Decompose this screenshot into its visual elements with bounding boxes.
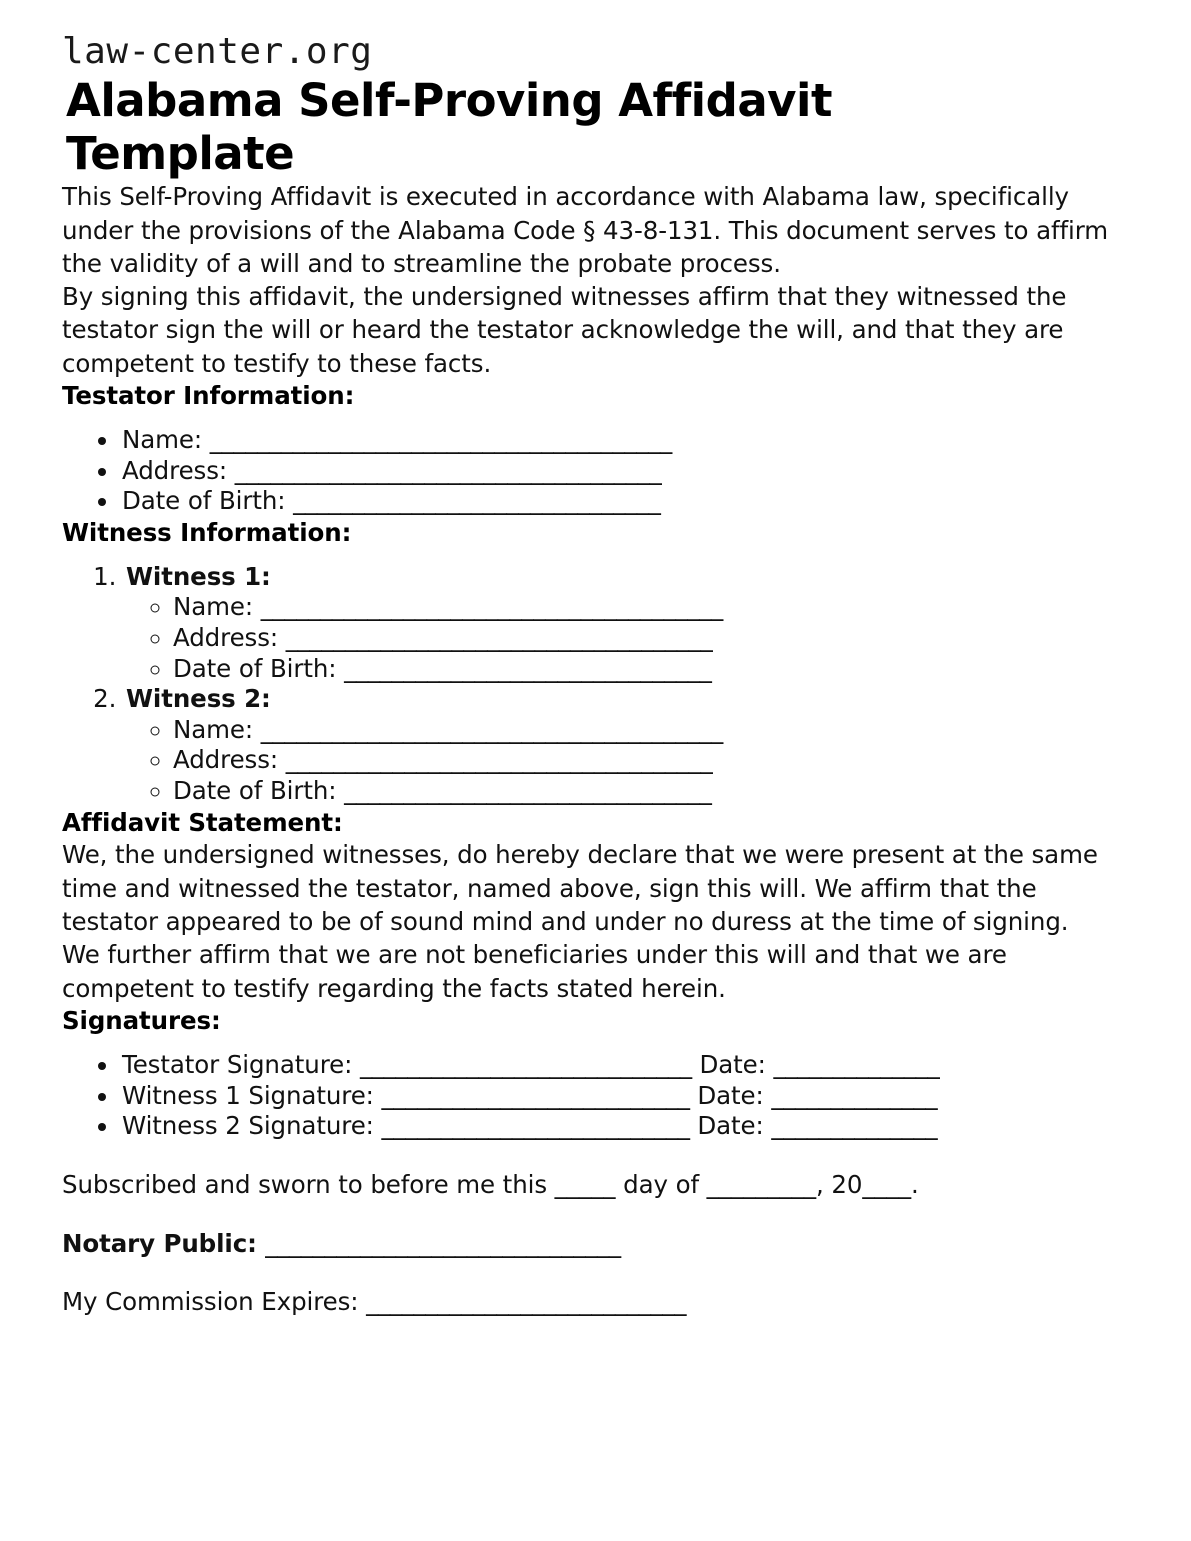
list-item [173, 715, 1128, 746]
affidavit-paragraph-1: We, the undersigned witnesses, do hereby declare that we were present at the same time and witnessed the testator, named above, sign this will. We affirm that the testator appeared to be of sound mind and under no duress at the time of signing. [62, 840, 1098, 937]
site-name: law-center.org [62, 31, 373, 72]
testator-dob-blank[interactable]: _______________________________ [293, 486, 661, 516]
witness-1-label: Witness 1: [126, 561, 271, 591]
testator-date-label: Date: [691, 1049, 774, 1079]
list-item [173, 592, 1128, 623]
testator-fields-list [62, 425, 1128, 517]
list-item [173, 745, 1128, 776]
list-item [173, 654, 1128, 685]
testator-date-blank[interactable]: ______________ [773, 1049, 940, 1079]
witness-2-date-blank[interactable]: ______________ [771, 1111, 938, 1141]
witness-1-dob-blank[interactable]: _______________________________ [344, 653, 712, 683]
witness-2-signature-blank[interactable]: __________________________ [381, 1111, 690, 1141]
testator-address-blank[interactable]: ____________________________________ [234, 455, 662, 485]
list-item [173, 623, 1128, 654]
affidavit-statement-heading: Affidavit Statement: [62, 807, 343, 837]
list-item [120, 1050, 1128, 1081]
witness-2-date-label: Date: [689, 1111, 772, 1141]
witness-1-address-blank[interactable]: ____________________________________ [285, 622, 713, 652]
list-item [120, 425, 1128, 456]
page-title: Alabama Self-Proving Affidavit Template [66, 74, 832, 181]
testator-dob-label: Date of Birth: [122, 486, 294, 516]
witness-list [62, 562, 1128, 807]
testator-name-blank[interactable]: _______________________________________ [209, 424, 672, 454]
witness-2-fields-list [126, 715, 1128, 807]
intro-paragraph-1: This Self-Proving Affidavit is executed in accordance with Alabama law, specifically under the provisions of the Alabama Code § 43-8-131. This document serves to affirm the validity of a will and to streamline the probate process. [62, 182, 1109, 278]
list-item [124, 684, 1128, 807]
witness-2-name-blank[interactable]: _______________________________________ [260, 714, 723, 744]
witness-1-date-label: Date: [689, 1080, 772, 1110]
commission-expires-line [62, 1286, 1128, 1318]
testator-signature-blank[interactable]: ____________________________ [359, 1049, 692, 1079]
witness-2-address-blank[interactable]: ____________________________________ [285, 745, 713, 775]
notary-public-blank[interactable]: ______________________________ [265, 1228, 621, 1258]
testator-name-label: Name: [122, 424, 210, 454]
intro-paragraph-2: By signing this affidavit, the undersigned witnesses affirm that they witnessed the testator sign the will or heard the testator acknowledge the will, and that they are competent to testify to these facts. [62, 282, 1067, 378]
list-item [124, 562, 1128, 685]
notary-public-line [62, 1228, 1128, 1260]
witness-2-dob-blank[interactable]: _______________________________ [344, 776, 712, 805]
signatures-heading: Signatures: [62, 1006, 221, 1036]
testator-information-heading: Testator Information: [62, 381, 355, 411]
list-item [120, 1081, 1128, 1112]
witness-1-name-blank[interactable]: _______________________________________ [260, 592, 723, 622]
witness-1-date-blank[interactable]: ______________ [771, 1080, 938, 1110]
witness-1-signature-blank[interactable]: __________________________ [381, 1080, 690, 1110]
witness-2-label: Witness 2: [126, 684, 271, 714]
signatures-list [62, 1050, 1128, 1142]
commission-expires-blank[interactable]: ___________________________ [366, 1287, 687, 1317]
witness-2-signature-label: Witness 2 Signature: [122, 1111, 382, 1141]
list-item [120, 456, 1128, 487]
commission-expires-label: My Commission Expires: [62, 1287, 367, 1317]
list-item [120, 1111, 1128, 1142]
witness-1-name-label: Name: [173, 592, 261, 622]
sworn-statement-line: Subscribed and sworn to before me this _____ day of _________, 20____. [62, 1169, 919, 1199]
notary-public-label: Notary Public: [62, 1228, 266, 1258]
witness-1-address-label: Address: [173, 622, 286, 652]
list-item [173, 776, 1128, 807]
affidavit-paragraph-2: We further affirm that we are not beneficiaries under this will and that we are competent to testify regarding the facts stated herein. [62, 940, 1007, 1003]
witness-1-dob-label: Date of Birth: [173, 653, 345, 683]
witness-1-fields-list [126, 592, 1128, 684]
witness-1-signature-label: Witness 1 Signature: [122, 1080, 382, 1110]
witness-2-address-label: Address: [173, 745, 286, 775]
testator-address-label: Address: [122, 455, 235, 485]
witness-information-heading: Witness Information: [62, 517, 352, 547]
witness-2-name-label: Name: [173, 714, 261, 744]
testator-signature-label: Testator Signature: [122, 1049, 360, 1079]
document-content [62, 31, 1128, 1318]
list-item [120, 486, 1128, 517]
witness-2-dob-label: Date of Birth: [173, 776, 345, 805]
